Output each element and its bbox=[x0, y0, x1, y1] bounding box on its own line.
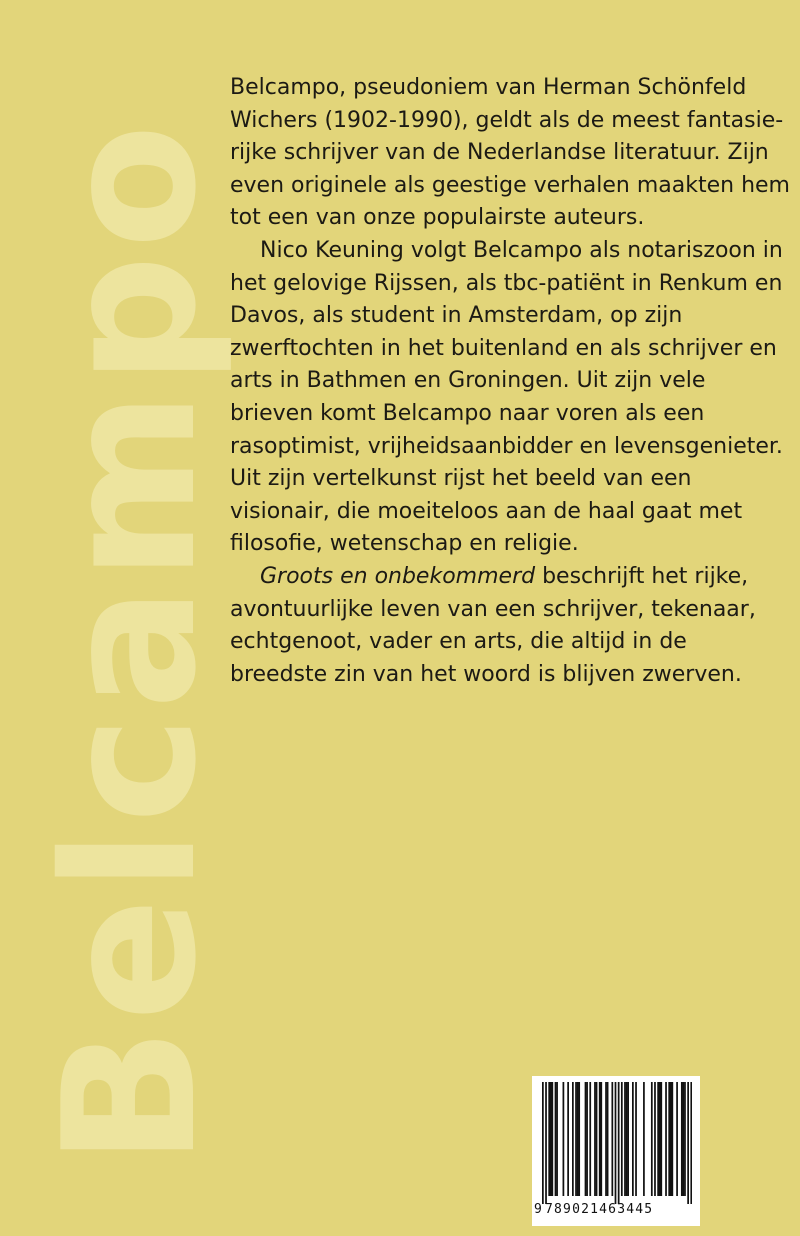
isbn-prefix: 9 bbox=[534, 1202, 542, 1217]
back-cover-blurb bbox=[230, 72, 790, 691]
isbn-barcode bbox=[532, 1076, 700, 1226]
barcode-bar bbox=[635, 1082, 637, 1196]
barcode-bar bbox=[548, 1082, 550, 1196]
barcode-bar bbox=[607, 1082, 609, 1196]
barcode-bar bbox=[659, 1082, 661, 1196]
barcode-bar bbox=[545, 1082, 547, 1204]
barcode-bar bbox=[589, 1082, 591, 1196]
barcode-bar bbox=[599, 1082, 601, 1196]
blurb-paragraph-3-text: beschrijft het rijke, avontuurlijke leven van een schrijver, tekenaar, echtgenoot, vader en arts, die altijd in de breedste zin van het woord is blijven zwerven. bbox=[230, 563, 756, 687]
barcode-bar bbox=[665, 1082, 667, 1196]
barcode-bar bbox=[575, 1082, 577, 1196]
barcode-bar bbox=[670, 1082, 672, 1196]
barcode-bar bbox=[615, 1082, 617, 1204]
barcode-bar bbox=[660, 1082, 662, 1196]
barcode-bar bbox=[563, 1082, 565, 1196]
barcode-bar bbox=[577, 1082, 579, 1196]
barcode-bar bbox=[585, 1082, 587, 1196]
isbn-digits: 789021463445 bbox=[545, 1202, 654, 1217]
book-title: Groots en onbekommerd bbox=[260, 563, 536, 589]
barcode-bar bbox=[681, 1082, 683, 1196]
barcode-bar bbox=[684, 1082, 686, 1196]
barcode-bar bbox=[651, 1082, 653, 1196]
author-name-watermark: Belcampo bbox=[24, 117, 236, 1166]
barcode-bar bbox=[605, 1082, 607, 1196]
barcode-bar bbox=[550, 1082, 552, 1196]
barcode-bar bbox=[596, 1082, 598, 1196]
blurb-paragraph-3 bbox=[230, 561, 790, 691]
barcode-bars bbox=[542, 1082, 692, 1204]
barcode-bar bbox=[600, 1082, 602, 1196]
barcode-bar bbox=[683, 1082, 685, 1196]
barcode-bar bbox=[624, 1082, 626, 1196]
barcode-bar bbox=[586, 1082, 588, 1196]
barcode-bar bbox=[671, 1082, 673, 1196]
barcode-bar bbox=[627, 1082, 629, 1196]
blurb-paragraph-2: Nico Keuning volgt Belcampo als notariszoon in het gelovige Rijssen, als tbc-patiënt in Renkum en Davos, als student in Amsterdam, op zijn zwerftochten in het buitenland en als schrijver en arts in Bathmen en Groningen. Uit zijn vele brieven komt Belcampo naar voren als een rasoptimist, vrijheidsaanbidder en levensgenieter. Uit zijn vertelkunst rijst het beeld van een visionair, die moeiteloos aan de haal gaat met filosofie, wetenschap en religie. bbox=[230, 237, 783, 557]
barcode-bar bbox=[657, 1082, 659, 1196]
barcode-bar bbox=[654, 1082, 656, 1196]
barcode-bar bbox=[687, 1082, 689, 1204]
barcode-bar bbox=[556, 1082, 558, 1196]
barcode-bar bbox=[626, 1082, 628, 1196]
barcode-bar bbox=[567, 1082, 569, 1196]
barcode-bar bbox=[555, 1082, 557, 1196]
barcode-bar bbox=[611, 1082, 613, 1196]
blurb-paragraph-1: Belcampo, pseudoniem van Herman Schönfeld Wichers (1902-1990), geldt als de meest fantasierijke schrijver van de Nederlandse literatuur. Zijn even originele als geestige verhalen maakten hem tot een van onze populairste auteurs. bbox=[230, 75, 790, 231]
barcode-bar bbox=[668, 1082, 670, 1196]
barcode-bar bbox=[542, 1082, 544, 1204]
barcode-bar bbox=[632, 1082, 634, 1196]
barcode-bar bbox=[572, 1082, 574, 1196]
barcode-bar bbox=[643, 1082, 645, 1196]
barcode-bar bbox=[578, 1082, 580, 1196]
barcode-bar bbox=[621, 1082, 623, 1196]
barcode-bar bbox=[618, 1082, 620, 1204]
barcode-bar bbox=[690, 1082, 692, 1204]
barcode-bar bbox=[551, 1082, 553, 1196]
barcode-bar bbox=[676, 1082, 678, 1196]
barcode-bar bbox=[594, 1082, 596, 1196]
